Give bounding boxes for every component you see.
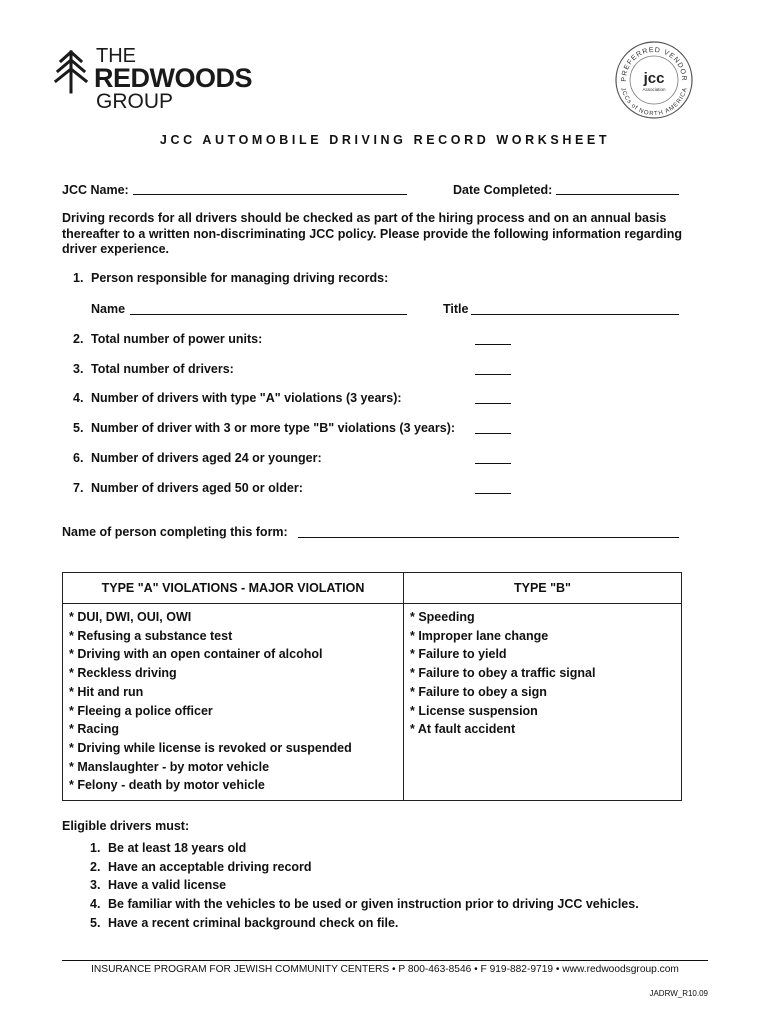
question-text: Total number of power units: bbox=[91, 332, 263, 346]
list-item: * Refusing a substance test bbox=[69, 628, 233, 643]
list-item: * At fault accident bbox=[410, 722, 516, 737]
item-text: Be at least 18 years old bbox=[108, 841, 247, 855]
preferred-vendor-seal bbox=[614, 40, 694, 120]
table-column-divider bbox=[403, 573, 404, 800]
question-number: 6. bbox=[73, 451, 84, 465]
name-label: Name bbox=[91, 302, 126, 316]
type-b-violations-field[interactable] bbox=[475, 433, 511, 434]
violations-table bbox=[62, 572, 682, 801]
eligible-heading: Eligible drivers must: bbox=[62, 819, 190, 833]
logo-the: THE bbox=[96, 45, 136, 67]
list-item: * License suspension bbox=[410, 703, 538, 718]
jcc-name-field[interactable] bbox=[133, 194, 407, 195]
list-item: * DUI, DWI, OUI, OWI bbox=[69, 610, 192, 624]
tree-icon bbox=[54, 50, 88, 94]
seal-arc-top: PREFERRED VENDOR bbox=[620, 46, 688, 82]
completer-label: Name of person completing this form: bbox=[62, 525, 288, 539]
question-text: Number of drivers with type "A" violations (3 years): bbox=[91, 391, 402, 405]
item-text: Have an acceptable driving record bbox=[108, 859, 312, 874]
item-text: Have a recent criminal background check on file. bbox=[108, 915, 399, 930]
question-2 bbox=[73, 332, 262, 346]
seal-center-text: jcc bbox=[643, 70, 665, 87]
power-units-field[interactable] bbox=[475, 344, 511, 345]
list-item: * Hit and run bbox=[69, 684, 144, 699]
redwoods-logo bbox=[54, 46, 264, 112]
list-item bbox=[90, 914, 639, 933]
drivers-50-older-field[interactable] bbox=[475, 493, 511, 494]
type-a-violations-field[interactable] bbox=[475, 403, 511, 404]
seal-arc-bottom: JCCs of NORTH AMERICA bbox=[619, 87, 689, 118]
intro-paragraph: Driving records for all drivers should be checked as part of the hiring process and on an annual basis thereafter to a written non-discriminating JCC policy. Please provide the following information regarding driver experience. bbox=[62, 211, 682, 257]
list-item: * Failure to obey a traffic signal bbox=[410, 666, 596, 681]
question-1 bbox=[73, 271, 388, 285]
seal-sub-text: Association bbox=[642, 87, 666, 92]
item-number: 5. bbox=[90, 915, 101, 930]
list-item: * Felony - death by motor vehicle bbox=[69, 778, 265, 793]
list-item: * Failure to yield bbox=[410, 647, 507, 662]
question-6 bbox=[73, 451, 322, 465]
type-a-header: TYPE "A" VIOLATIONS - MAJOR VIOLATION bbox=[101, 581, 365, 595]
list-item: * Improper lane change bbox=[410, 628, 549, 643]
list-item: * Driving with an open container of alcohol bbox=[69, 647, 323, 662]
question-text: Number of driver with 3 or more type "B" violations (3 years): bbox=[91, 421, 456, 435]
question-number: 2. bbox=[73, 332, 84, 346]
eligible-list bbox=[90, 839, 639, 933]
list-item bbox=[90, 839, 639, 858]
question-text: Total number of drivers: bbox=[91, 362, 234, 376]
form-code: JADRW_R10.09 bbox=[649, 989, 708, 998]
question-text: Number of drivers aged 24 or younger: bbox=[91, 451, 322, 465]
item-number: 2. bbox=[90, 859, 101, 874]
question-text: Person responsible for managing driving records: bbox=[91, 271, 389, 285]
question-5 bbox=[73, 421, 455, 435]
item-number: 1. bbox=[90, 841, 101, 855]
question-number: 7. bbox=[73, 481, 84, 495]
question-number: 1. bbox=[73, 271, 84, 285]
seal-badge-icon bbox=[614, 40, 694, 120]
logo-group: GROUP bbox=[96, 90, 174, 113]
list-item: * Driving while license is revoked or suspended bbox=[69, 740, 352, 755]
table-header-divider bbox=[63, 603, 681, 604]
page-title: JCC AUTOMOBILE DRIVING RECORD WORKSHEET bbox=[159, 133, 611, 147]
type-b-header: TYPE "B" bbox=[513, 581, 571, 595]
item-text: Have a valid license bbox=[108, 878, 227, 893]
list-item: * Reckless driving bbox=[69, 666, 177, 681]
question-number: 3. bbox=[73, 362, 84, 376]
type-b-list bbox=[410, 608, 595, 739]
responsible-title-field[interactable] bbox=[471, 314, 679, 315]
question-4 bbox=[73, 391, 402, 405]
question-number: 4. bbox=[73, 391, 84, 405]
total-drivers-field[interactable] bbox=[475, 374, 511, 375]
item-number: 3. bbox=[90, 878, 101, 893]
list-item: * Manslaughter - by motor vehicle bbox=[69, 759, 270, 774]
type-a-list bbox=[69, 608, 352, 795]
question-7 bbox=[73, 481, 303, 495]
question-text: Number of drivers aged 50 or older: bbox=[91, 481, 303, 495]
drivers-24-younger-field[interactable] bbox=[475, 463, 511, 464]
footer-rule bbox=[62, 960, 708, 961]
footer-text: INSURANCE PROGRAM FOR JEWISH COMMUNITY CENTERS • P 800-463-8546 • F 919-882-9719 • www.redwoodsgroup.com bbox=[91, 964, 679, 975]
date-completed-field[interactable] bbox=[556, 194, 679, 195]
title-label: Title bbox=[443, 302, 469, 316]
item-number: 4. bbox=[90, 897, 101, 912]
completer-name-field[interactable] bbox=[298, 537, 679, 538]
list-item bbox=[90, 876, 639, 895]
list-item bbox=[90, 895, 639, 914]
list-item: * Racing bbox=[69, 722, 120, 737]
list-item: * Fleeing a police officer bbox=[69, 703, 213, 718]
responsible-name-field[interactable] bbox=[130, 314, 407, 315]
list-item: * Failure to obey a sign bbox=[410, 684, 547, 699]
question-3 bbox=[73, 362, 234, 376]
item-text: Be familiar with the vehicles to be used or given instruction prior to driving JCC vehicles. bbox=[108, 897, 639, 912]
list-item bbox=[90, 858, 639, 877]
question-number: 5. bbox=[73, 421, 84, 435]
list-item: * Speeding bbox=[410, 610, 475, 624]
jcc-name-label: JCC Name: bbox=[62, 183, 129, 197]
logo-redwoods: REDWOODS bbox=[94, 63, 252, 93]
date-completed-label: Date Completed: bbox=[453, 183, 553, 197]
